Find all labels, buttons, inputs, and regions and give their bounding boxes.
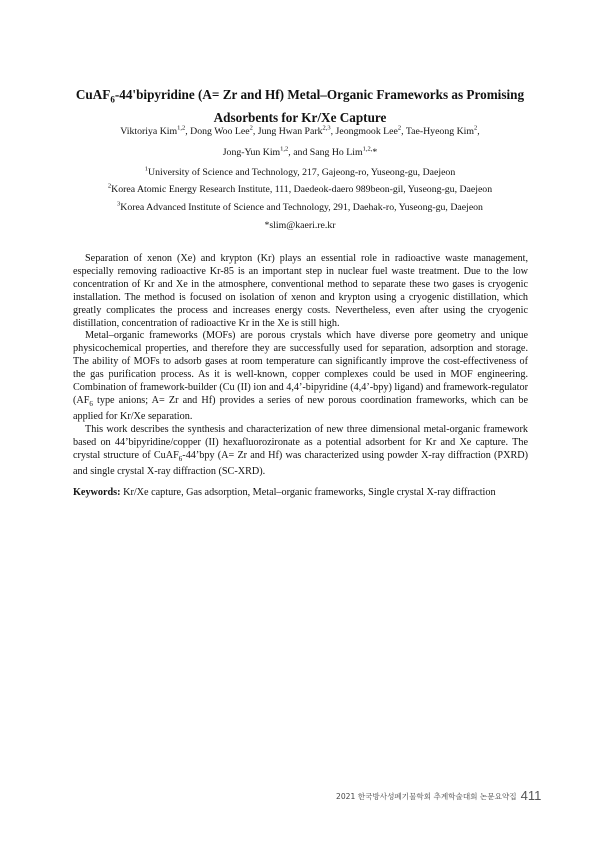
author-name: Jung Hwan Park — [257, 126, 323, 137]
keywords-text: Kr/Xe capture, Gas adsorption, Metal–organic frameworks, Single crystal X-ray diffraction — [120, 487, 496, 498]
title-subscript: 6 — [110, 94, 115, 105]
title-part2: -44'bipyridine (A= Zr and Hf) Metal–Organic Frameworks as Promising — [114, 87, 525, 102]
affiliation-3: $^3$Korea Advanced Institute of Science and Technology, 291, Daehak-ro, Yuseong-gu, Daejeon — [117, 200, 483, 213]
author-affiliation-mark: 2,3 — [322, 124, 331, 132]
paper-title — [60, 86, 540, 126]
author-affiliation-mark: 1,2 — [177, 124, 186, 132]
author-name: Jong-Yun Kim — [222, 147, 281, 158]
author-affiliation-mark: 1,2 — [280, 145, 289, 153]
author-list — [50, 125, 550, 159]
abstract-paragraph-2: Metal–organic frameworks (MOFs) are porous crystals which have diverse pore geometry and unique physicochemical properties, and therefore they are successfully used for separation, adsorption and storage. The ability of MOFs to adsorb gases at room temperature can significantly improve the cost-effectiveness of the gas purification process. As it is well-known, copper complexes could be used in MOF engineering. Combination of framework-builder (Cu (II) ion and 4,4’-bipyridine (4,4’-bpy) ligand) and framework-regulator ($AF_6$ type anions; A= Zr and Hf) provides a series of new porous coordination frameworks, which can be applied for Kr/Xe separation. — [73, 330, 528, 422]
author-name: Dong Woo Lee — [190, 126, 250, 137]
abstract-paragraph-3: This work describes the synthesis and characterization of new three dimensional metal-organic framework based on 44’bipyridine/copper (II) hexafluorozironate as a potential adsorbent for Kr and Xe capture. The crystal structure of CuAF$_6$-44’bpy (A= Zr and Hf) was characterized using powder X-ray diffraction (PXRD) and single crystal X-ray diffraction (SC-XRD). — [73, 423, 528, 477]
author-line-1: Viktoriya Kim$^{1,2}$, Dong Woo Lee$^2$, Jung Hwan Park$^{2,3}$, Jeongmook Lee$^2$, Tae-Hyeong Kim$^2$, — [120, 124, 480, 137]
footer-text: 2021 한국방사성폐기물학회 추계학술대회 논문요약집 — [336, 792, 517, 801]
affiliation-2: $^2$Korea Atomic Energy Research Institute, 111, Daedeok-daero 989beon-gil, Yuseong-gu, Daejeon — [107, 182, 493, 195]
page-number: 411 — [520, 788, 542, 803]
title-line2: Adsorbents for Kr/Xe Capture — [213, 109, 387, 125]
affiliation-1: $^1$University of Science and Technology, 217, Gajeong-ro, Yuseong-gu, Daejeon — [144, 165, 456, 178]
author-name: Tae-Hyeong Kim — [405, 126, 474, 137]
author-name: Sang Ho Lim — [309, 147, 363, 158]
title-part1: CuAF — [75, 87, 111, 102]
keywords — [73, 486, 543, 499]
abstract-body — [73, 253, 528, 478]
author-affiliation-mark: 1,2, — [362, 145, 373, 153]
corresponding-email: *slim@kaeri.re.kr — [264, 220, 336, 231]
page-footer — [336, 788, 542, 803]
corresponding-mark: * — [372, 147, 378, 158]
author-affiliation-mark: 2 — [249, 124, 253, 132]
author-name: Viktoriya Kim — [120, 126, 178, 137]
author-name: Jeongmook Lee — [335, 126, 398, 137]
author-line-2: Jong-Yun Kim$^{1,2}$, and Sang Ho Lim$^{1,2,}$* — [222, 145, 378, 158]
author-affiliation-mark: 2 — [474, 124, 478, 132]
keywords-label: Keywords: — [73, 487, 121, 498]
author-affiliation-mark: 2 — [397, 124, 402, 132]
abstract-paragraph-1: Separation of xenon (Xe) and krypton (Kr) plays an essential role in radioactive waste management, especially removing radioactive Kr-85 is an important step in nuclear fuel waste treatment. Due to the low concentration of Kr and Xe in the atmosphere, conventional method to separate these two gases is cryogenic installation. The method is focused on isolation of xenon and krypton using a cryogenic distillation, which greatly complicates the process and increases energy costs. Nevertheless, even after using the cryogenic distillation, concentration of radioactive Kr in the Xe is still high. — [73, 253, 528, 329]
